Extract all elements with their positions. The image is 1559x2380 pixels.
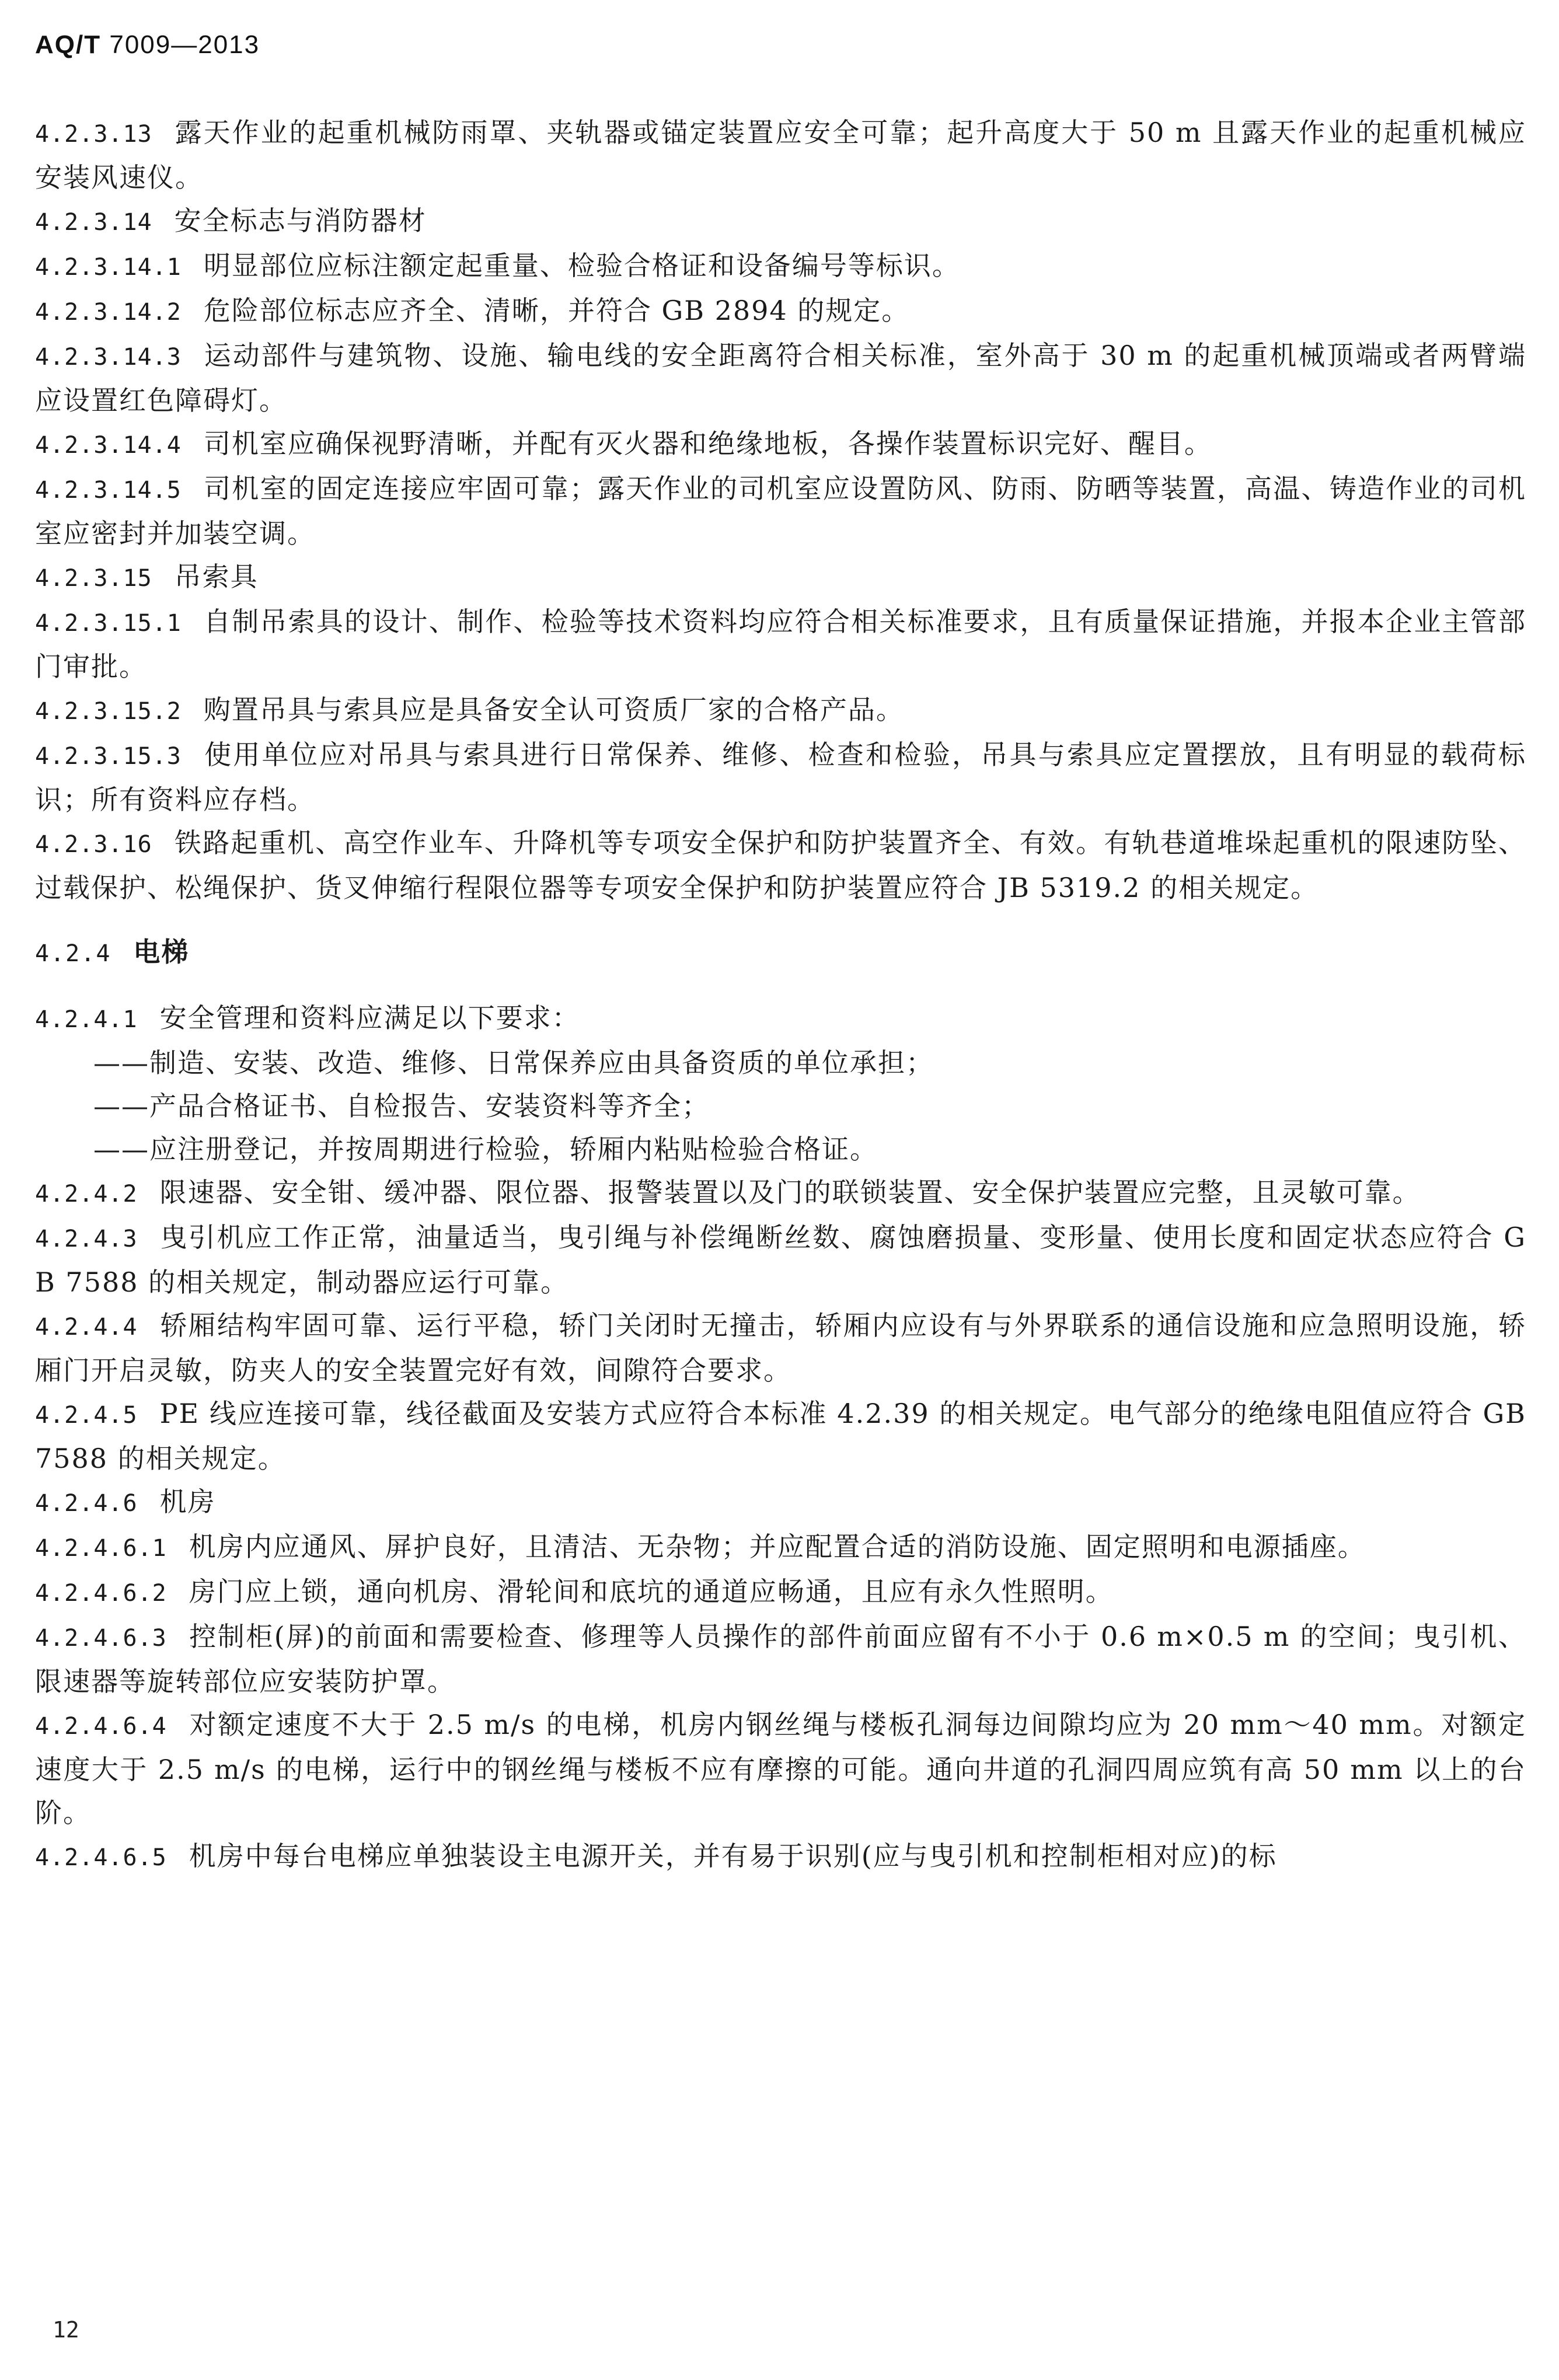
- clause: [35, 111, 1526, 199]
- clause-number: 4.2.3.15.2: [35, 698, 182, 725]
- section-heading: [35, 930, 1526, 975]
- clause: [35, 1615, 1526, 1703]
- clause: [35, 996, 1526, 1041]
- clause-number: 4.2.4.6.2: [35, 1580, 167, 1607]
- page-header: [35, 30, 260, 60]
- standard-code: AQ/T: [35, 30, 102, 59]
- clause: [35, 244, 1526, 289]
- section-number: 4.2.4: [35, 940, 111, 967]
- clause-number: 4.2.3.15.3: [35, 743, 182, 770]
- clause-number: 4.2.3.14.3: [35, 344, 182, 371]
- clause-number: 4.2.4.1: [35, 1006, 138, 1033]
- clause-text: 房门应上锁，通向机房、滑轮间和底坑的通道应畅通，且应有永久性照明。: [189, 1576, 1114, 1607]
- document-page: [35, 0, 1526, 2380]
- list-item: ——产品合格证书、自检报告、安装资料等齐全；: [93, 1090, 710, 1122]
- clause-number: 4.2.3.14.2: [35, 299, 182, 326]
- clause-text: 机房: [159, 1486, 216, 1517]
- clause: [35, 733, 1526, 821]
- clause-number: 4.2.3.14: [35, 209, 152, 236]
- clause-text: 安全管理和资料应满足以下要求：: [159, 1002, 580, 1034]
- clause: [35, 334, 1526, 422]
- list-item: ——应注册登记，并按周期进行检验，轿厢内粘贴检验合格证。: [93, 1133, 878, 1165]
- clause-text: 吊索具: [174, 561, 259, 592]
- clause-number: 4.2.3.13: [35, 121, 152, 148]
- clause-number: 4.2.3.15: [35, 565, 152, 592]
- clause-number: 4.2.4.4: [35, 1314, 138, 1341]
- clause: [35, 600, 1526, 688]
- clause: [35, 1392, 1526, 1480]
- clause-number: 4.2.4.3: [35, 1226, 138, 1252]
- clause-text: 使用单位应对吊具与索具进行日常保养、维修、检查和检验，吊具与索具应定置摆放，且有明显的载荷标识；所有资料应存档。: [35, 739, 1526, 815]
- clause-text: 曳引机应工作正常，油量适当，曳引绳与补偿绳断丝数、腐蚀磨损量、变形量、使用长度和固定状态应符合 GB 7588 的相关规定，制动器应运行可靠。: [35, 1222, 1526, 1298]
- clause: [35, 1525, 1526, 1570]
- clause-text: 控制柜(屏)的前面和需要检查、修理等人员操作的部件前面应留有不小于 0.6 m×0.5 m 的空间；曳引机、限速器等旋转部位应安装防护罩。: [35, 1621, 1526, 1697]
- clause: [35, 688, 1526, 733]
- clause: [35, 422, 1526, 467]
- clause-text: 购置吊具与索具应是具备安全认可资质厂家的合格产品。: [203, 694, 904, 725]
- clause: [35, 821, 1526, 909]
- clause-text: 机房内应通风、屏护良好，且清洁、无杂物；并应配置合适的消防设施、固定照明和电源插座。: [189, 1531, 1366, 1562]
- clause-text: 司机室的固定连接应牢固可靠；露天作业的司机室应设置防风、防雨、防晒等装置，高温、铸造作业的司机室应密封并加装空调。: [35, 473, 1526, 549]
- clause-number: 4.2.4.6.3: [35, 1625, 167, 1652]
- clause-text: 铁路起重机、高空作业车、升降机等专项安全保护和防护装置齐全、有效。有轨巷道堆垛起重机的限速防坠、过载保护、松绳保护、货叉伸缩行程限位器等专项安全保护和防护装置应符合 JB 5319.2 的相关规定。: [35, 827, 1526, 903]
- clause-text: 轿厢结构牢固可靠、运行平稳，轿门关闭时无撞击，轿厢内应设有与外界联系的通信设施和应急照明设施，轿厢门开启灵敏，防夹人的安全装置完好有效，间隙符合要求。: [35, 1310, 1526, 1386]
- page-number: 12: [53, 2317, 79, 2343]
- clause: [35, 555, 1526, 600]
- clause-number: 4.2.3.16: [35, 831, 152, 858]
- clause: [35, 199, 1526, 244]
- clause-text: 危险部位标志应齐全、清晰，并符合 GB 2894 的规定。: [203, 295, 910, 326]
- clause-number: 4.2.4.5: [35, 1402, 138, 1429]
- clause-number: 4.2.4.6.4: [35, 1713, 167, 1740]
- clause-text: PE 线应连接可靠，线径截面及安装方式应符合本标准 4.2.39 的相关规定。电气部分的绝缘电阻值应符合 GB 7588 的相关规定。: [35, 1398, 1526, 1474]
- clause: [35, 467, 1526, 555]
- clause-number: 4.2.3.14.4: [35, 432, 182, 459]
- clause: [35, 1834, 1526, 1879]
- clause: [35, 289, 1526, 334]
- list-item: ——制造、安装、改造、维修、日常保养应由具备资质的单位承担；: [93, 1047, 934, 1079]
- clause: [35, 1703, 1526, 1834]
- clause-text: 安全标志与消防器材: [174, 205, 427, 236]
- clause-number: 4.2.3.14.1: [35, 254, 182, 281]
- clause: [35, 1480, 1526, 1525]
- clause-number: 4.2.4.2: [35, 1181, 138, 1208]
- clause-text: 露天作业的起重机械防雨罩、夹轨器或锚定装置应安全可靠；起升高度大于 50 m 且露天作业的起重机械应安装风速仪。: [35, 117, 1526, 193]
- clause: [35, 1171, 1526, 1216]
- clause: [35, 1304, 1526, 1392]
- clause-text: 对额定速度不大于 2.5 m/s 的电梯，机房内钢丝绳与楼板孔洞每边间隙均应为 20 mm～40 mm。对额定速度大于 2.5 m/s 的电梯，运行中的钢丝绳与楼板不应有摩擦的可能。通向井道的孔洞四周应筑有高 50 mm 以上的台阶。: [35, 1709, 1526, 1828]
- standard-number: 7009—2013: [109, 30, 260, 59]
- document-body: [35, 111, 1526, 1879]
- clause-number: 4.2.3.14.5: [35, 477, 182, 504]
- clause-text: 自制吊索具的设计、制作、检验等技术资料均应符合相关标准要求，且有质量保证措施，并报本企业主管部门审批。: [35, 606, 1526, 682]
- clause-text: 明显部位应标注额定起重量、检验合格证和设备编号等标识。: [203, 250, 960, 281]
- clause-number: 4.2.4.6.1: [35, 1535, 167, 1562]
- clause-number: 4.2.3.15.1: [35, 610, 182, 637]
- clause: [35, 1216, 1526, 1304]
- clause-number: 4.2.4.6.5: [35, 1844, 167, 1871]
- clause-number: 4.2.4.6: [35, 1490, 138, 1517]
- section-title: 电梯: [133, 936, 190, 968]
- clause-text: 司机室应确保视野清晰，并配有灭火器和绝缘地板，各操作装置标识完好、醒目。: [203, 428, 1212, 459]
- clause-text: 限速器、安全钳、缓冲器、限位器、报警装置以及门的联锁装置、安全保护装置应完整，且灵敏可靠。: [159, 1177, 1421, 1208]
- clause-text: 机房中每台电梯应单独装设主电源开关，并有易于识别(应与曳引机和控制柜相对应)的标: [189, 1840, 1277, 1872]
- clause-text: 运动部件与建筑物、设施、输电线的安全距离符合相关标准，室外高于 30 m 的起重机械顶端或者两臂端应设置红色障碍灯。: [35, 340, 1526, 416]
- clause: [35, 1570, 1526, 1615]
